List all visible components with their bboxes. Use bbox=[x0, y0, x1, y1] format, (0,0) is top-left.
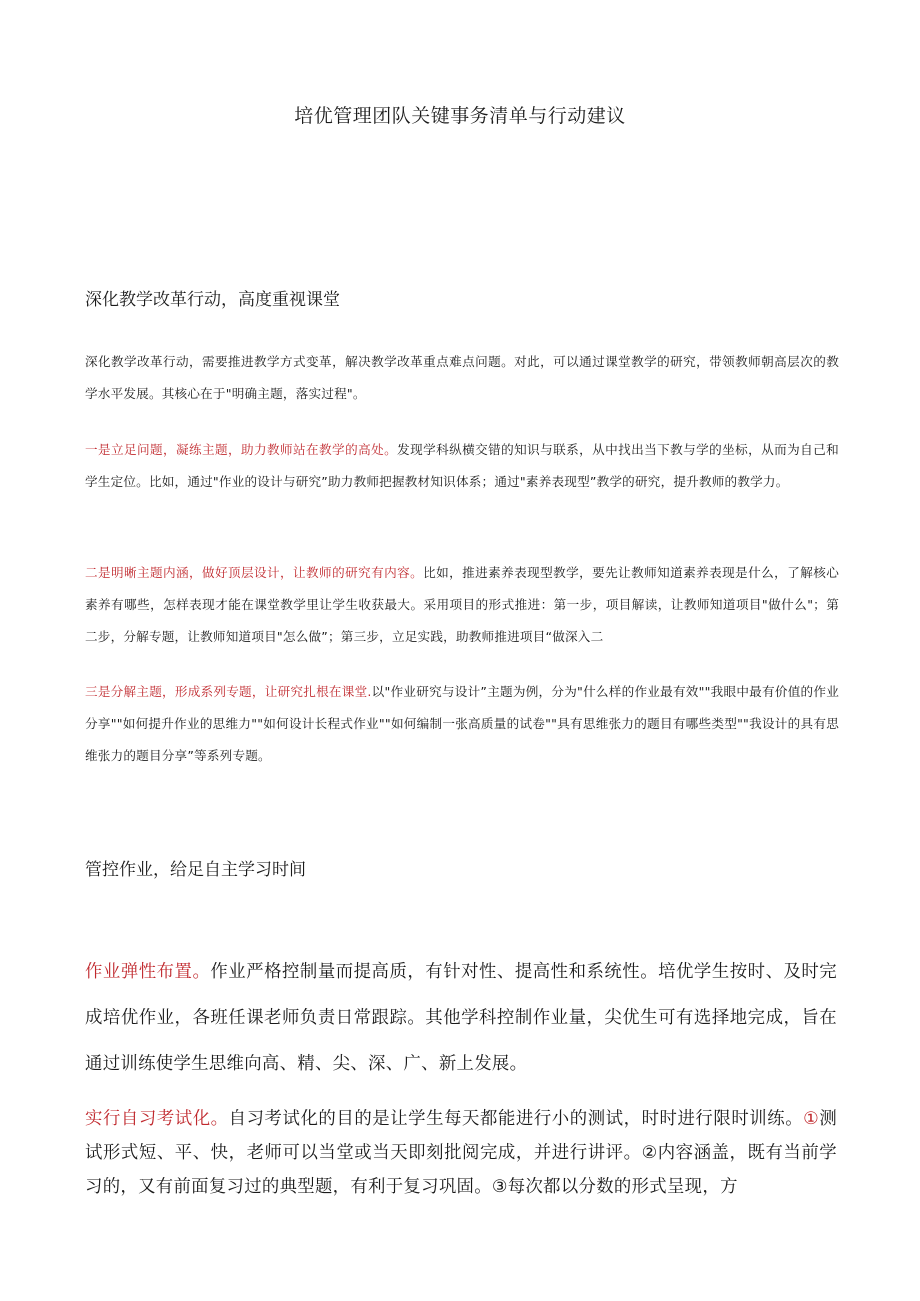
point-3-body: 以"作业研究与设计”主题为例，分为"什么样的作业最有效""我眼中最有价值的作业分享""如何提升作业的思维力""如何设计长程式作业""如何编制一张高质量的试卷""具有思维张力的题目有哪些类型""我设计的具有思维张力的题目分享”等系列专题。 bbox=[85, 684, 839, 763]
selftest-marker-1: ① bbox=[803, 1109, 820, 1129]
selftest-body-1: 自习考试化的目的是让学生每天都能进行小的测试，时时进行限时训练。 bbox=[228, 1109, 804, 1129]
paragraph-point-2 bbox=[85, 557, 839, 653]
homework-body: 作业严格控制量而提高质，有针对性、提高性和系统性。培优学生按时、及时完成培优作业，各班任课老师负责日常跟踪。其他学科控制作业量，尖优生可有选择地完成，旨在通过训练使学生思维向高、精、尖、深、广、新上发展。 bbox=[85, 962, 837, 1074]
document-title: 培优管理团队关键事务清单与行动建议 bbox=[294, 105, 626, 127]
paragraph-point-1 bbox=[85, 434, 839, 498]
point-2-lead: 二是明晰主题内涵，做好顶层设计，让教师的研究有内容。 bbox=[85, 565, 424, 580]
homework-lead: 作业弹性布置。 bbox=[85, 962, 211, 982]
selftest-lead: 实行自习考试化。 bbox=[85, 1109, 229, 1129]
paragraph-point-3 bbox=[85, 676, 839, 772]
paragraph-homework bbox=[85, 949, 837, 1087]
paragraph-selftest bbox=[85, 1102, 837, 1204]
point-1-lead: 一是立足问题，凝练主题，助力教师站在教学的高处。 bbox=[85, 442, 398, 457]
point-1-body: 发现学科纵横交错的知识与联系，从中找出当下教与学的坐标，从而为自己和学生定位。比如，通过"作业的设计与研究”助力教师把握教材知识体系；通过"素养表现型”教学的研究，提升教师的教学力。 bbox=[85, 442, 839, 489]
selftest-body-2: 测试形式短、平、快，老师可以当堂或当天即刻批阅完成，并进行讲评。②内容涵盖，既有当前学习的，又有前面复习过的典型题，有利于复习巩固。③每次都以分数的形式呈现，方 bbox=[85, 1109, 838, 1197]
section-heading-homework-control: 管控作业，给足自主学习时间 bbox=[85, 860, 306, 880]
point-2-body: 比如，推进素养表现型教学，要先让教师知道素养表现是什么，了解核心素养有哪些，怎样表现才能在课堂教学里让学生收获最大。采用项目的形式推进：第一步，项目解读，让教师知道项目"做什么"；第二步，分解专题，让教师知道项目"怎么做”；第三步，立足实践，助教师推进项目“做深入二 bbox=[85, 565, 839, 644]
paragraph-intro: 深化教学改革行动，需要推进教学方式变革，解决教学改革重点难点问题。对此，可以通过课堂教学的研究，带领教师朝高层次的教学水平发展。其核心在于"明确主题，落实过程"。 bbox=[85, 354, 839, 401]
section-heading-teaching-reform: 深化教学改革行动，高度重视课堂 bbox=[85, 290, 340, 310]
point-3-lead: 三是分解主题，形成系列专题，让研究扎根在课堂. bbox=[85, 684, 372, 699]
